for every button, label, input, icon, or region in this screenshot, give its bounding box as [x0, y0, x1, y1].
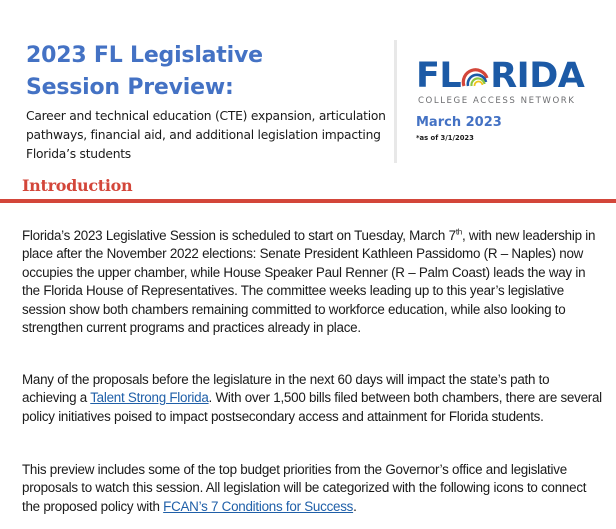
document-title — [26, 40, 263, 104]
fcan-logo — [416, 58, 596, 110]
p2-text-start: Many of the proposals before the legislature in the next 60 days will impact the state’s path to achieving a — [22, 372, 550, 406]
section-heading-introduction: Introduction — [22, 176, 133, 195]
intro-paragraph-2 — [22, 371, 602, 426]
title-line-1: 2023 FL Legislative — [26, 43, 263, 68]
p3-text-end: . — [353, 498, 357, 514]
logo-text-after: RIDA — [490, 56, 585, 96]
as-of-date: *as of 3/1/2023 — [416, 134, 474, 142]
logo-text-before: FL — [416, 56, 462, 96]
logo-wordmark — [416, 58, 584, 94]
intro-paragraph-1 — [22, 227, 602, 337]
title-line-2: Session Preview: — [26, 75, 234, 100]
publication-date: March 2023 — [416, 115, 502, 130]
logo-tagline: COLLEGE ACCESS NETWORK — [418, 96, 576, 106]
conditions-for-success-link[interactable]: FCAN’s 7 Conditions for Success — [163, 498, 354, 514]
p2-text-end: . With over 1,500 bills filed between both chambers, there are several policy initiatives poised to impact postsecondary access and attainment for Florida students. — [22, 390, 602, 424]
p1-text-start: Florida’s 2023 Legislative Session is scheduled to start on Tuesday, March 7 — [22, 228, 456, 243]
talent-strong-florida-link[interactable]: Talent Strong Florida — [90, 390, 209, 406]
rainbow-arc-icon — [461, 60, 490, 88]
p1-text-end: , with new leadership in place after the November 2022 elections: Senate President Kathleen Passidomo (R – Naples) now occupies the upper chamber, while House Speaker Paul Renner (R – Palm Coast) leads the way in the Florida House of Representatives. The committee weeks leading up to this year’s legislative session show both chambers remaining committed to workforce education, while also looking to strengthen current programs and practices already in place. — [22, 228, 596, 336]
document-header — [0, 0, 616, 170]
intro-paragraph-3 — [22, 461, 602, 516]
document-subtitle: Career and technical education (CTE) expansion, articulation pathways, financial aid, and additional legislation impacting Florida’s students — [26, 109, 386, 161]
header-divider — [394, 40, 397, 163]
p3-text-start: This preview includes some of the top budget priorities from the Governor’s office and legislative proposals to watch this session. All legislation will be categorized with the following icons to connect the proposed policy with — [22, 462, 587, 514]
p1-ordinal-suffix: th — [455, 227, 462, 237]
section-divider — [0, 199, 616, 203]
